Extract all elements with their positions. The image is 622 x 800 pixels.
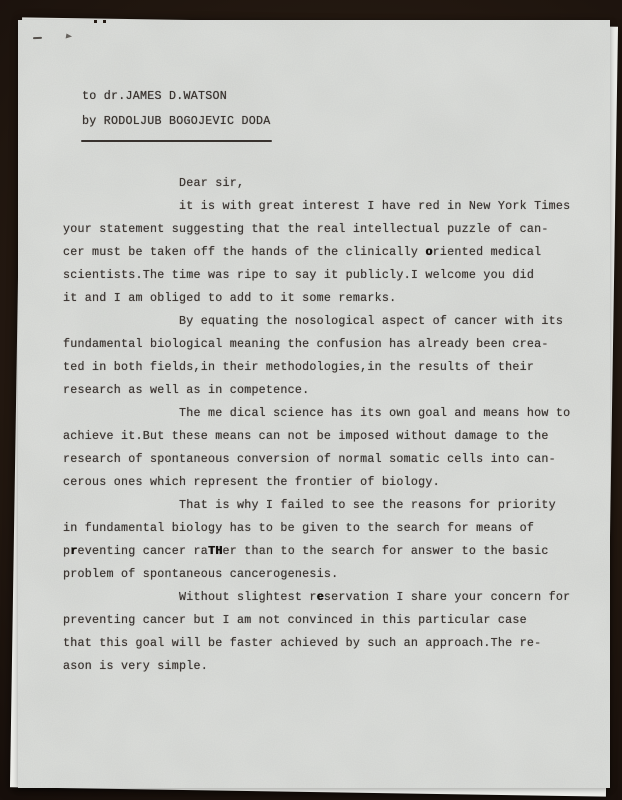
typewritten-line: cerous ones which represent the frontier of biology. xyxy=(63,475,440,489)
text-segment: riented medical xyxy=(432,245,542,259)
typewritten-line: research as well as in competence. xyxy=(63,383,310,397)
typewritten-line: ason is very simple. xyxy=(63,659,208,673)
addressee-line: to dr.JAMES D.WATSON xyxy=(82,89,227,103)
text-segment: servation I share your concern for xyxy=(323,590,571,604)
text-segment: Without slightest r xyxy=(63,590,317,604)
typewritten-line: in fundamental biology has to be given to the search for means of xyxy=(63,521,535,535)
author-line: by RODOLJUB BOGOJEVIC DODA xyxy=(82,114,271,128)
typewritten-line: ted in both fields,in their methodologies,in the results of their xyxy=(63,360,535,374)
overstruck-text: r xyxy=(70,544,78,558)
typewritten-line: The me dical science has its own goal and means how to xyxy=(63,406,571,420)
typewritten-line: achieve it.But these means can not be imposed without damage to the xyxy=(63,429,549,443)
pencil-tick-mark-icon xyxy=(66,34,73,40)
typewritten-line: scientists.The time was ripe to say it publicly.I welcome you did xyxy=(63,268,535,282)
letter-header xyxy=(82,84,270,134)
typewritten-line: research of spontaneous conversion of normal somatic cells into can- xyxy=(63,452,556,466)
typewritten-line: preventing cancer but I am not convinced in this particular case xyxy=(63,613,527,627)
paper-edge-notch xyxy=(103,20,106,23)
typewritten-line xyxy=(63,586,570,609)
typewritten-line: Dear sir, xyxy=(63,176,245,190)
typewritten-line: it is with great interest I have red in New York Times xyxy=(63,199,571,213)
paper-edge-notch xyxy=(94,20,97,23)
typewritten-line: problem of spontaneous cancerogenesis. xyxy=(63,567,339,581)
pencil-dash-mark-icon xyxy=(33,37,42,39)
typewritten-line: that this goal will be faster achieved by such an approach.The re- xyxy=(63,636,542,650)
text-segment: p xyxy=(63,544,71,558)
typewritten-line: fundamental biological meaning the confusion has already been crea- xyxy=(63,337,549,351)
letter-body xyxy=(63,172,570,678)
typewritten-line: That is why I failed to see the reasons for priority xyxy=(63,498,556,512)
overstruck-text: TH xyxy=(207,544,223,558)
typewritten-line: it and I am obliged to add to it some remarks. xyxy=(63,291,397,305)
typewritten-line xyxy=(63,241,570,264)
text-segment: er than to the search for answer to the basic xyxy=(222,544,549,558)
text-segment: cer must be taken off the hands of the clinically xyxy=(63,245,426,259)
typewritten-line xyxy=(63,540,570,563)
letter-paper xyxy=(18,20,610,788)
typewritten-line: your statement suggesting that the real intellectual puzzle of can- xyxy=(63,222,549,236)
overstruck-text: o xyxy=(425,245,433,259)
header-underline xyxy=(81,140,272,142)
overstruck-text: e xyxy=(316,590,324,604)
text-segment: eventing cancer ra xyxy=(77,544,208,558)
typewritten-line: By equating the nosological aspect of cancer with its xyxy=(63,314,564,328)
